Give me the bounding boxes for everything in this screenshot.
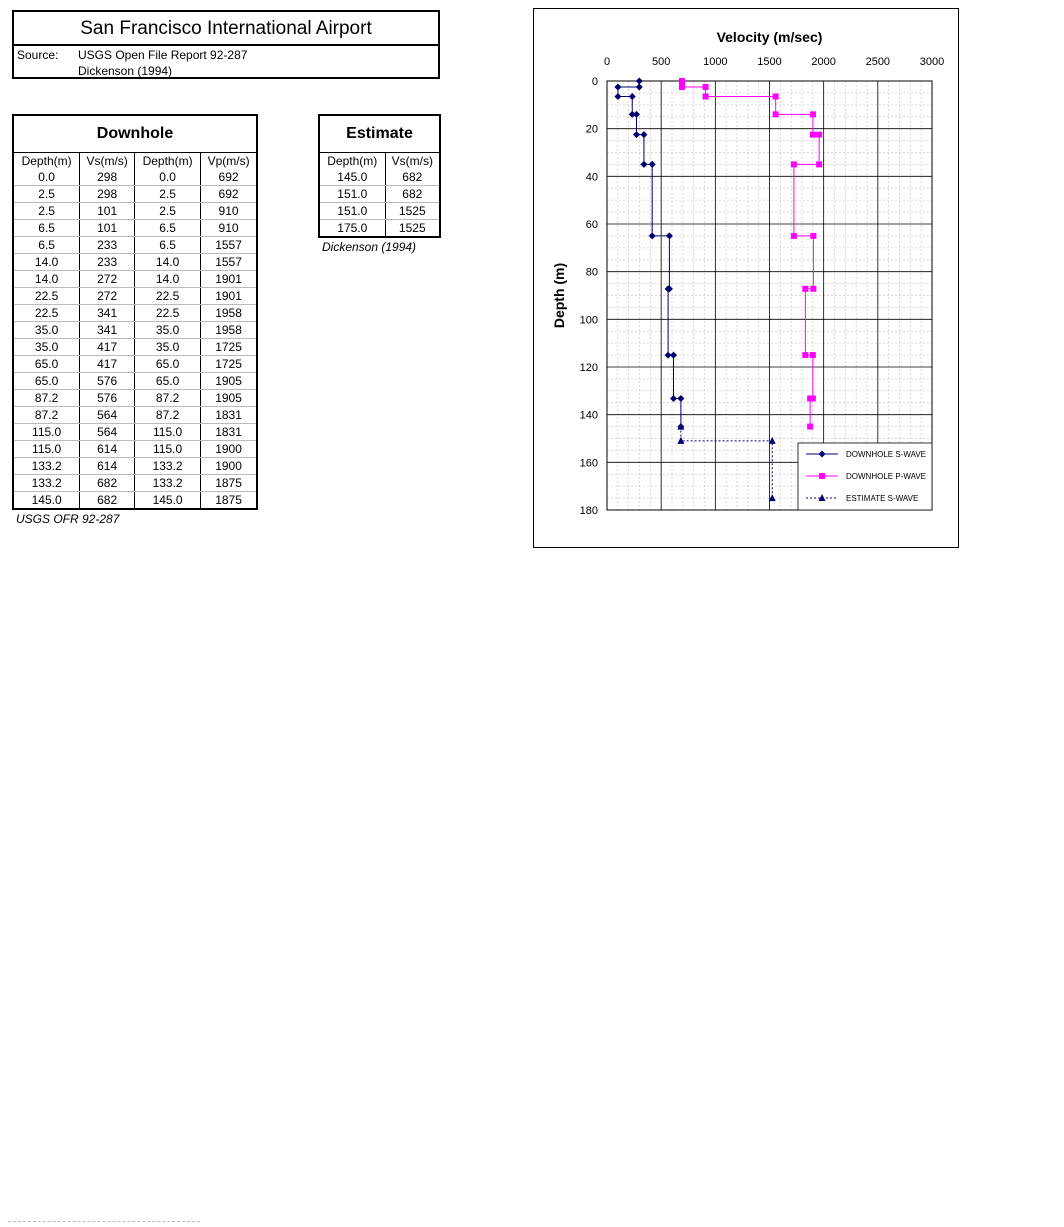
column-header: Depth(m) [135,153,201,170]
y-tick-label: 180 [579,505,598,517]
table-cell: 1831 [201,407,257,424]
table-cell: 1725 [201,339,257,356]
table-cell: 133.2 [13,475,80,492]
table-row [13,203,257,220]
table-cell: 22.5 [135,305,201,322]
table-cell: 133.2 [135,458,201,475]
table-cell: 341 [80,305,135,322]
data-point [816,132,822,138]
table-cell: 175.0 [319,220,385,238]
table-cell: 22.5 [13,288,80,305]
table-cell: 1725 [201,356,257,373]
table-cell: 115.0 [13,441,80,458]
table-cell: 6.5 [135,220,201,237]
page-divider [8,1221,200,1222]
table-row [13,475,257,492]
table-cell: 682 [80,492,135,510]
table-cell: 115.0 [135,441,201,458]
table-row [13,458,257,475]
table-cell: 298 [80,169,135,186]
table-cell: 233 [80,254,135,271]
y-tick-label: 20 [585,123,598,136]
table-row [13,356,257,373]
table-cell: 692 [201,169,257,186]
column-header: Vs(m/s) [391,154,433,168]
table-cell: 1958 [201,305,257,322]
x-tick-label: 500 [651,56,671,68]
table-cell: 35.0 [13,339,80,356]
table-cell: 682 [80,475,135,492]
table-cell: 272 [80,271,135,288]
table-cell: 564 [80,407,135,424]
table-row [319,169,440,186]
y-tick-label: 120 [579,362,598,374]
table-cell: 692 [201,186,257,203]
table-row [13,407,257,424]
column-header: Depth(m) [319,153,385,170]
data-point [791,161,797,167]
table-cell: 6.5 [13,237,80,254]
table-cell: 145.0 [135,492,201,510]
table-cell: 87.2 [135,390,201,407]
estimate-table [318,114,441,238]
column-header: Depth(m) [13,153,80,170]
estimate-caption: Estimate [319,115,440,153]
table-cell: 35.0 [135,322,201,339]
column-header: Vp(m/s) [207,154,250,168]
data-point [773,93,779,99]
table-cell: 2.5 [13,203,80,220]
data-point [791,233,797,239]
data-point [802,352,808,358]
table-cell: 233 [80,237,135,254]
table-cell: 576 [80,373,135,390]
data-point [816,161,822,167]
table-cell: 1831 [201,424,257,441]
table-cell: 14.0 [135,271,201,288]
y-tick-label: 40 [585,171,598,184]
downhole-note: USGS OFR 92-287 [16,512,120,526]
table-row [319,203,440,220]
table-cell: 14.0 [13,254,80,271]
table-cell: 35.0 [13,322,80,339]
table-row [13,288,257,305]
table-cell: 6.5 [13,220,80,237]
table-cell: 910 [201,203,257,220]
data-point [679,78,685,84]
table-cell: 614 [80,458,135,475]
table-cell: 133.2 [135,475,201,492]
table-cell: 341 [80,322,135,339]
data-point [802,286,808,292]
table-cell: 272 [80,288,135,305]
legend-label: ESTIMATE S-WAVE [846,494,919,503]
table-cell: 1905 [201,390,257,407]
table-row [13,271,257,288]
table-cell: 115.0 [135,424,201,441]
downhole-body [13,169,257,509]
velocity-chart [533,8,959,548]
table-row [13,424,257,441]
table-cell: 298 [80,186,135,203]
table-cell: 0.0 [135,169,201,186]
table-cell: 65.0 [135,356,201,373]
table-cell: 1557 [201,237,257,254]
table-row [319,186,440,203]
chart-svg [534,9,960,549]
table-cell: 1900 [201,441,257,458]
data-point [810,233,816,239]
table-cell: 576 [80,390,135,407]
x-tick-label: 2000 [811,56,836,68]
table-cell: 6.5 [135,237,201,254]
table-cell: 115.0 [13,424,80,441]
data-point [807,424,813,430]
downhole-caption: Downhole [13,115,257,153]
table-row [13,254,257,271]
table-cell: 910 [201,220,257,237]
table-row [13,339,257,356]
y-tick-label: 0 [591,76,598,88]
table-cell: 417 [80,356,135,373]
source-block [14,46,438,79]
header-box [12,10,440,79]
source-line-2: Dickenson (1994) [78,64,173,78]
table-cell: 0.0 [13,169,80,186]
x-tick-label: 1500 [757,56,782,68]
table-cell: 417 [80,339,135,356]
table-cell: 65.0 [135,373,201,390]
downhole-header-row [13,153,257,170]
table-cell: 101 [80,203,135,220]
x-tick-label: 3000 [919,56,945,68]
y-axis-title: Depth (m) [551,262,567,329]
source-line-1: USGS Open File Report 92-287 [78,48,248,62]
table-cell: 65.0 [13,373,80,390]
table-cell: 1875 [201,475,257,492]
table-cell: 614 [80,441,135,458]
estimate-body [319,169,440,237]
table-cell: 682 [385,186,440,203]
estimate-note: Dickenson (1994) [322,240,417,254]
table-cell: 1958 [201,322,257,339]
estimate-header-row [319,153,440,170]
table-cell: 1905 [201,373,257,390]
table-cell: 87.2 [135,407,201,424]
data-point [773,111,779,117]
table-cell: 145.0 [319,169,385,186]
y-tick-label: 100 [579,314,598,327]
table-cell: 1900 [201,458,257,475]
table-cell: 1525 [385,203,440,220]
table-row [13,441,257,458]
data-point [679,84,685,90]
table-row [13,373,257,390]
source-label: Source: [17,48,59,62]
table-cell: 22.5 [13,305,80,322]
table-cell: 2.5 [135,186,201,203]
table-cell: 1525 [398,221,426,235]
table-cell: 151.0 [319,186,385,203]
table-row [13,390,257,407]
table-cell: 145.0 [13,492,80,510]
table-row [13,220,257,237]
table-cell: 87.2 [13,407,80,424]
data-point [810,111,816,117]
table-cell: 22.5 [135,288,201,305]
x-axis-title: Velocity (m/sec) [716,29,823,45]
table-cell: 14.0 [135,254,201,271]
table-cell: 1901 [201,288,257,305]
data-point [807,395,813,401]
table-cell: 87.2 [13,390,80,407]
column-header: Vs(m/s) [80,153,135,170]
downhole-table [12,114,258,510]
x-tick-label: 1000 [703,56,728,68]
table-row [13,237,257,254]
table-cell: 564 [80,424,135,441]
table-cell: 101 [80,220,135,237]
table-row [319,220,440,238]
x-tick-label: 0 [603,56,611,68]
data-point [703,93,709,99]
table-cell: 2.5 [135,203,201,220]
table-row [13,186,257,203]
table-cell: 65.0 [13,356,80,373]
table-cell: 151.0 [319,203,385,220]
table-cell: 133.2 [13,458,80,475]
page-title: San Francisco International Airport [14,12,438,46]
table-cell: 1557 [201,254,257,271]
table-cell: 1875 [215,493,242,507]
table-cell: 35.0 [135,339,201,356]
data-point [810,132,816,138]
table-row [13,169,257,186]
table-row [13,492,257,510]
table-cell: 2.5 [13,186,80,203]
y-tick-label: 160 [579,457,598,470]
legend-label: DOWNHOLE S-WAVE [846,450,927,459]
data-point [810,352,816,358]
data-point [703,84,709,90]
x-tick-label: 2500 [865,56,891,68]
table-cell: 14.0 [13,271,80,288]
legend-label: DOWNHOLE P-WAVE [846,472,927,481]
y-tick-label: 60 [585,219,598,231]
legend-marker [819,473,825,479]
table-row [13,305,257,322]
table-cell: 1901 [201,271,257,288]
table-cell: 682 [385,169,440,186]
table-row [13,322,257,339]
y-tick-label: 140 [579,409,598,422]
y-tick-label: 80 [585,266,598,279]
data-point [810,286,816,292]
